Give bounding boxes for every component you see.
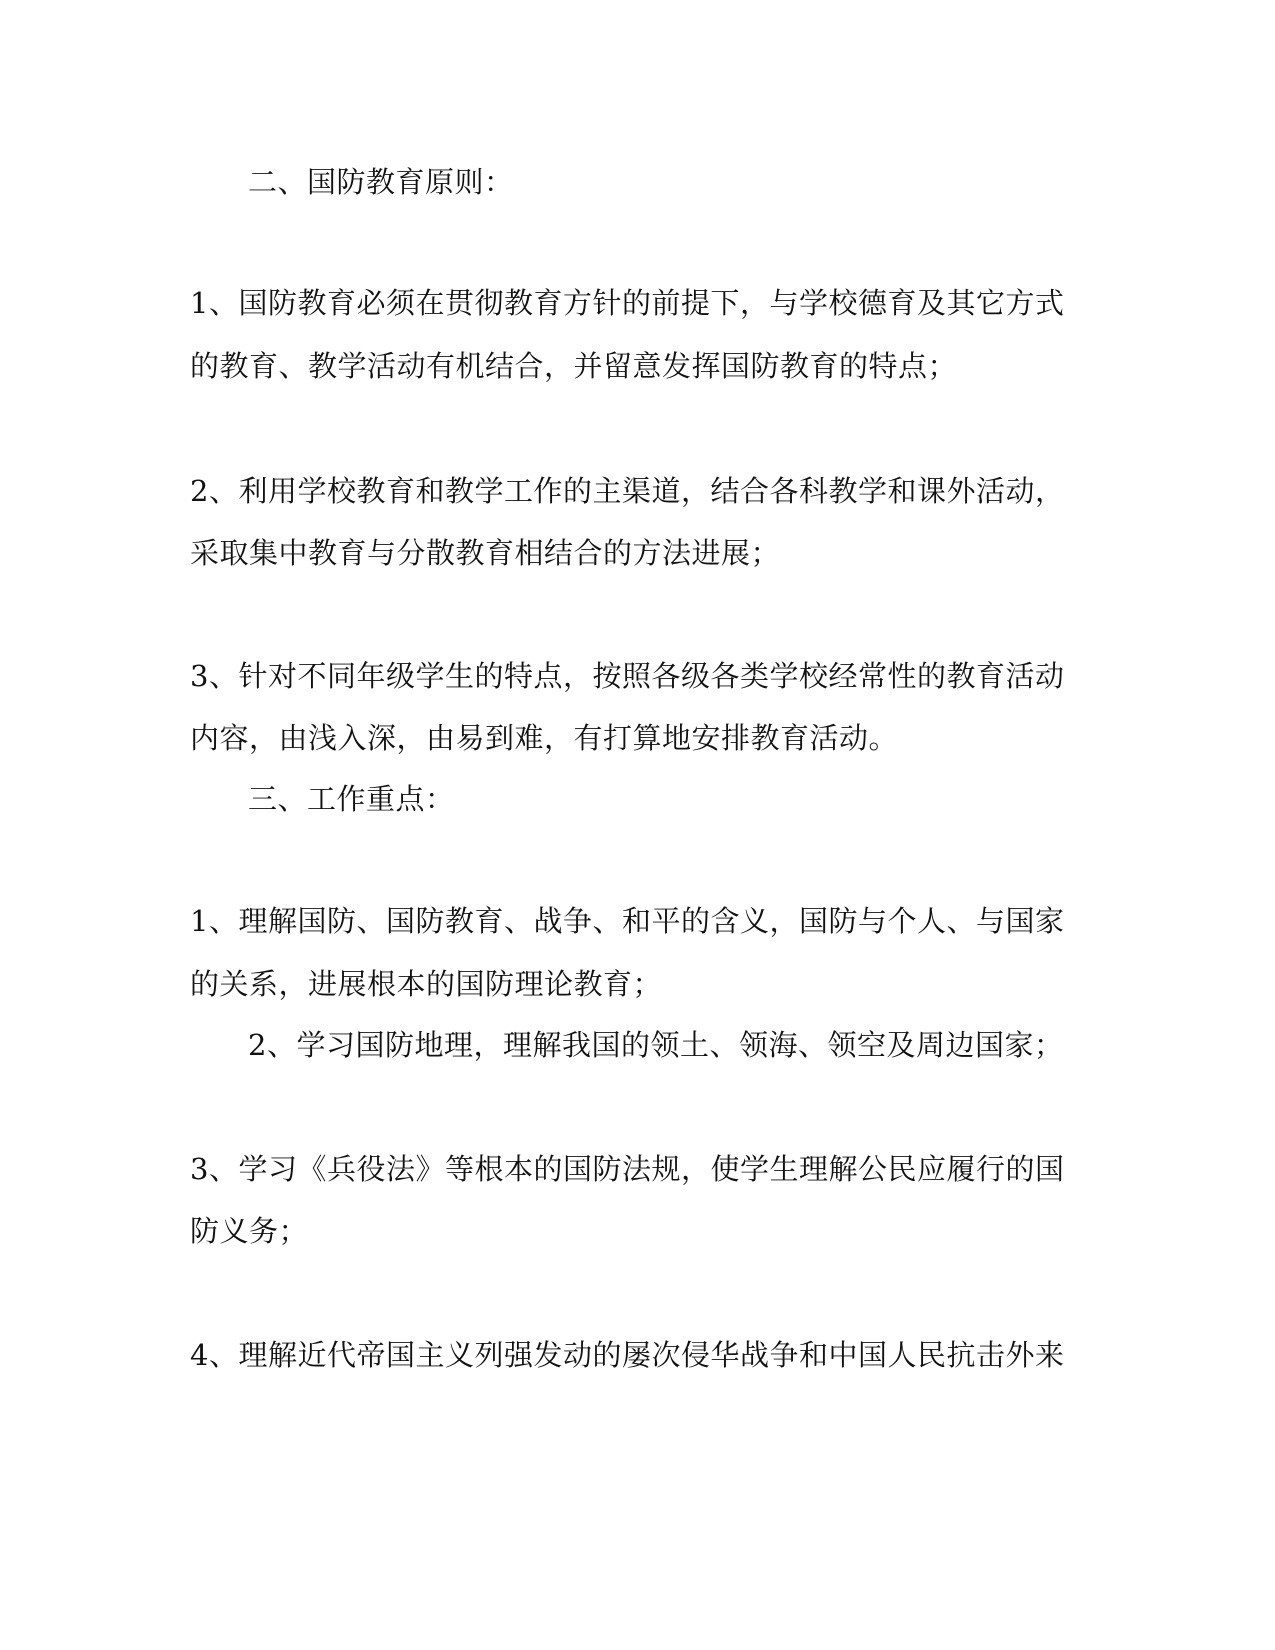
focus-4-line-1: 4、理解近代帝国主义列强发动的屡次侵华战争和中国人民抗击外来	[190, 1338, 1065, 1372]
principle-2-line-1: 2、利用学校教育和教学工作的主渠道，结合各科教学和课外活动，	[190, 474, 1065, 508]
principle-1-line-2: 的教育、教学活动有机结合，并留意发挥国防教育的特点；	[190, 349, 958, 383]
principle-3-line-2: 内容，由浅入深，由易到难，有打算地安排教育活动。	[190, 721, 899, 755]
principle-2-line-2: 采取集中教育与分散教育相结合的方法进展；	[190, 536, 781, 570]
focus-2-line-1: 2、学习国防地理，理解我国的领土、领海、领空及周边国家；	[248, 1028, 1064, 1062]
section-heading-principles: 二、国防教育原则：	[248, 165, 514, 199]
focus-3-line-2: 防义务；	[190, 1214, 309, 1248]
principle-1-line-1: 1、国防教育必须在贯彻教育方针的前提下，与学校德育及其它方式	[190, 286, 1065, 320]
focus-3-line-1: 3、学习《兵役法》等根本的国防法规，使学生理解公民应履行的国	[190, 1152, 1065, 1186]
section-heading-focus: 三、工作重点：	[248, 782, 455, 816]
focus-1-line-1: 1、理解国防、国防教育、战争、和平的含义，国防与个人、与国家	[190, 904, 1065, 938]
focus-1-line-2: 的关系，进展根本的国防理论教育；	[190, 967, 663, 1001]
principle-3-line-1: 3、针对不同年级学生的特点，按照各级各类学校经常性的教育活动	[190, 659, 1065, 693]
